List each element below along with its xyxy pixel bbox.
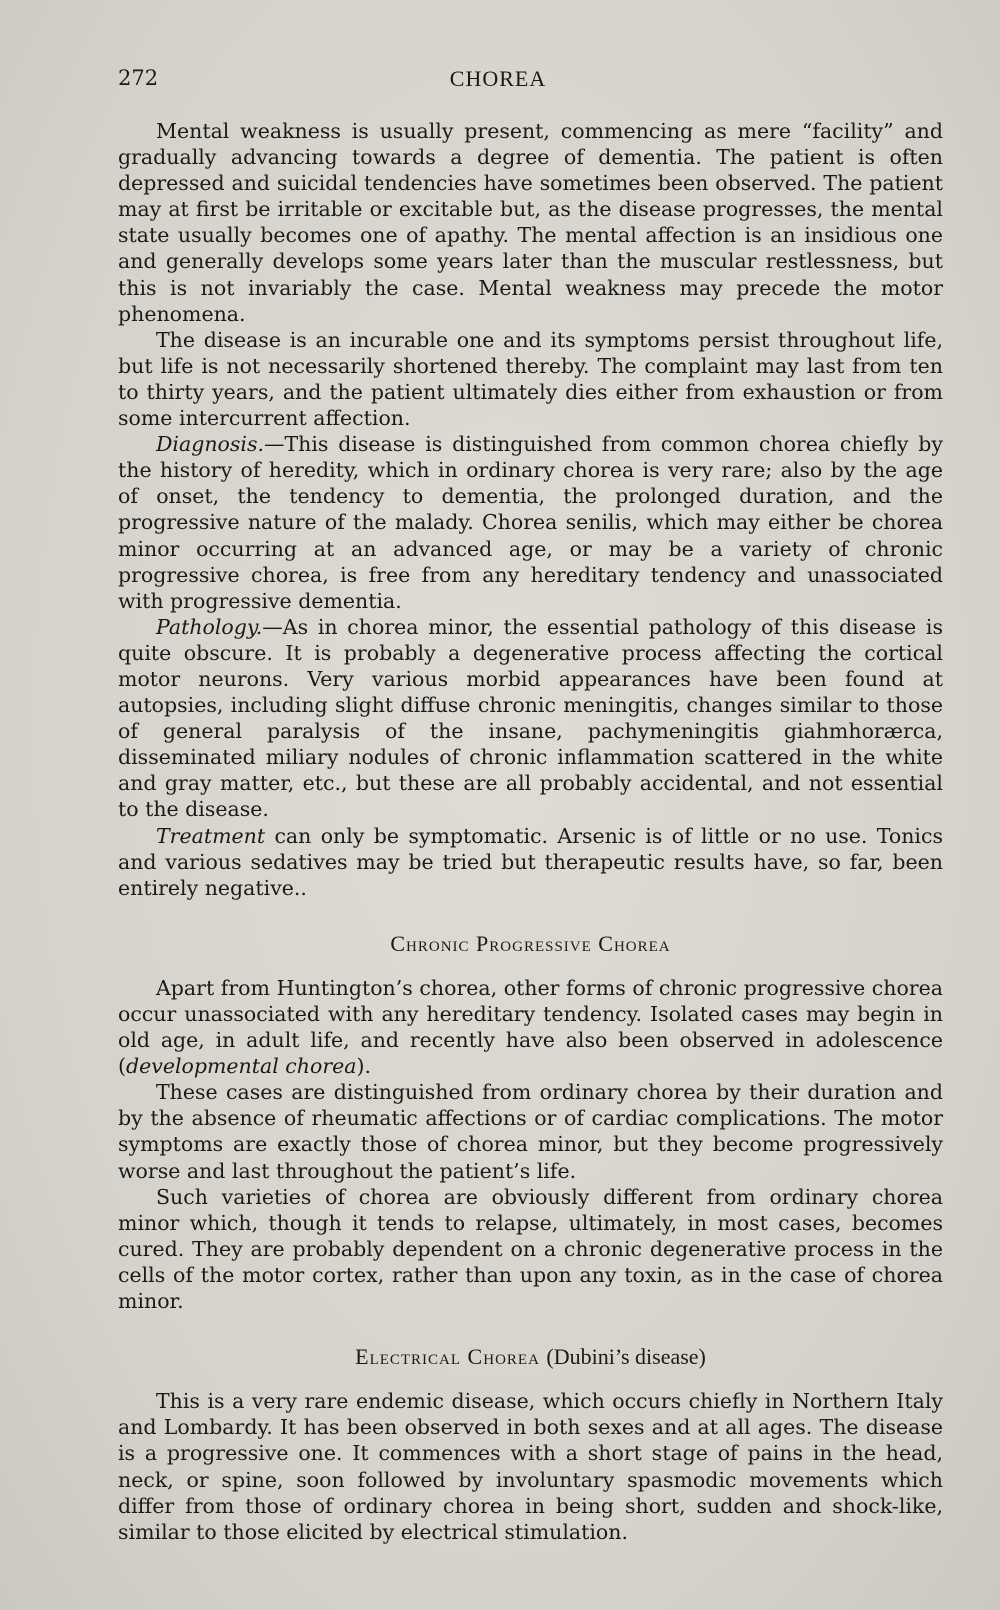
page-header [118, 66, 878, 100]
paragraph-text: The disease is an incurable one and its symptoms persist throughout life, but life is not necessarily shortened thereby. The complaint may last from ten to thirty years, and the patient ultimately dies either from exhaustion or from some intercurrent affection. [118, 327, 943, 431]
paragraph-text: These cases are distinguished from ordinary chorea by their duration and by the absence of rheumatic affections or of cardiac complications. The motor symptoms are exactly those of chorea minor, but they become progressively worse and last throughout the patient’s life. [118, 1080, 943, 1183]
paragraph-treatment [118, 823, 943, 901]
section-heading-subtitle: (Dubini’s disease) [546, 1344, 706, 1370]
page-number: 272 [118, 66, 159, 90]
paragraph-prognosis [118, 327, 943, 431]
paragraph-text: Mental weakness is usually present, commencing as mere “facility” and gradually advancing towards a degree of dementia. The patient is often depressed and suicidal tendencies have sometimes been observed. The patient may at first be irritable or excitable but, as the disease progresses, the mental state usually becomes one of apathy. The mental affection is an insidious one and generally develops some years later than the muscular restlessness, but this is not invariably the case. Mental weakness may precede the motor phenomena. [118, 119, 943, 326]
italic-term: developmental chorea [126, 1054, 357, 1079]
paragraph-text: This is a very rare endemic disease, which occurs chiefly in Northern Italy and Lombardy. It has been observed in both sexes and at all ages. The disease is a progressive one. It commences with a short stage of pains in the head, neck, or spine, soon followed by involuntary spasmodic movements which differ from those of ordinary chorea in being short, sudden and shock-like, similar to those elicited by electrical stimulation. [118, 1389, 943, 1544]
page-body [118, 118, 943, 1545]
section-heading-electrical-chorea [118, 1344, 943, 1370]
paragraph-mental-weakness [118, 118, 943, 327]
paragraph-pathology [118, 614, 943, 823]
running-title: CHOREA [449, 66, 547, 91]
run-in-heading-treatment: Treatment [156, 823, 266, 848]
section-heading-chronic-progressive-chorea: Chronic Progressive Chorea [390, 930, 671, 956]
paragraph-text: Such varieties of chorea are obviously different from ordinary chorea minor which, though it tends to relapse, ultimately, in most cases, becomes cured. They are probably dependent on a chronic degenerative process in the cells of the motor cortex, rather than upon any toxin, as in the case of chorea minor. [118, 1184, 943, 1314]
paragraph-text: ). [356, 1054, 371, 1079]
run-in-heading-diagnosis: Diagnosis. [156, 432, 264, 457]
paragraph-electrical-chorea [118, 1388, 943, 1545]
paragraph-diagnosis [118, 431, 943, 614]
paragraph-text: can only be symptomatic. Arsenic is of little or no use. Tonics and various sedatives may be tried but therapeutic results have, so far, been entirely negative.. [118, 823, 943, 900]
section-heading-text: Electrical Chorea [355, 1344, 540, 1370]
paragraph-chronic-distinguished [118, 1079, 943, 1183]
paragraph-chronic-varieties [118, 1184, 943, 1314]
paragraph-chronic-intro [118, 975, 943, 1079]
run-in-heading-pathology: Pathology. [156, 614, 263, 639]
paragraph-text: Apart from Huntington’s chorea, other forms of chronic progressive chorea occur unassociated with any hereditary tendency. Isolated cases may begin in old age, in adult life, and recently have also been observed in adolescence ( [118, 975, 943, 1079]
paragraph-text: —This disease is distinguished from common chorea chiefly by the history of heredity, which in ordinary chorea is very rare; also by the age of onset, the tendency to dementia, the prolonged duration, and the progressive nature of the malady. Chorea senilis, which may either be chorea minor occurring at an advanced age, or may be a variety of chronic progressive chorea, is free from any hereditary tendency and unassociated with progressive dementia. [118, 432, 943, 613]
paragraph-text: —As in chorea minor, the essential pathology of this disease is quite obscure. It is probably a degenerative process affecting the cortical motor neurons. Very various morbid appearances have been found at autopsies, including slight diffuse chronic meningitis, changes similar to those of general paralysis of the insane, pachymeningitis giahmhorærca, disseminated miliary nodules of chronic inflammation scattered in the white and gray matter, etc., but these are all probably accidental, and not essential to the disease. [118, 614, 943, 822]
